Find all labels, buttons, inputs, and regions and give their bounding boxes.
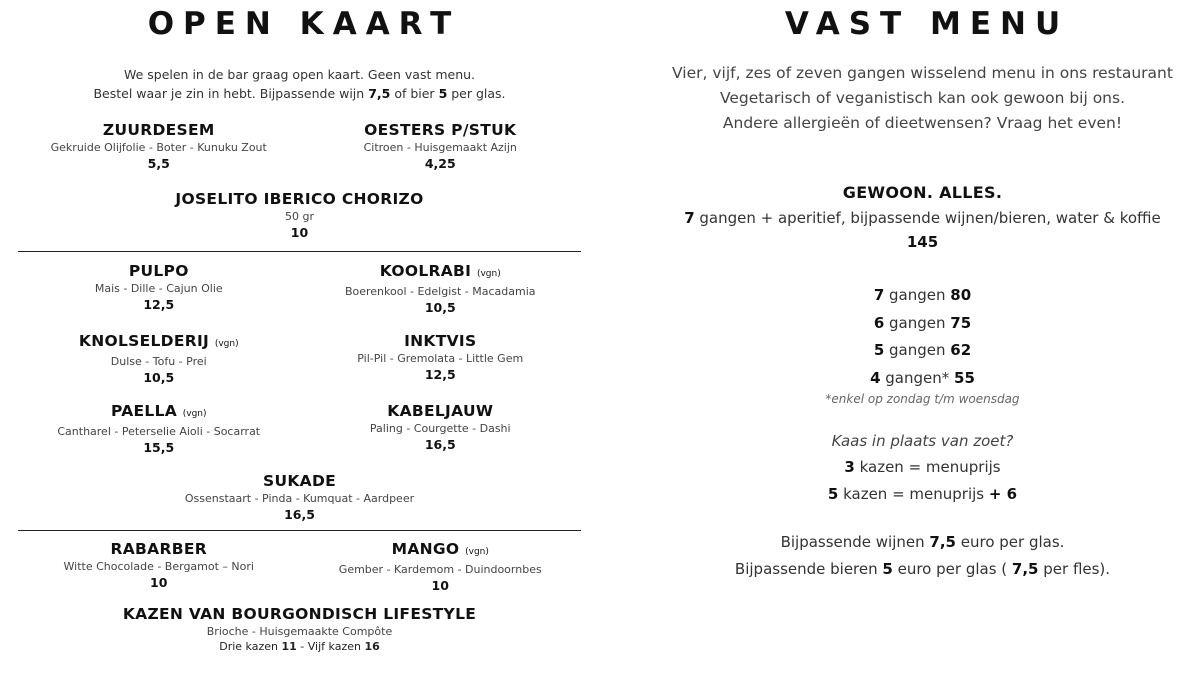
item-price: 15,5 [143,440,175,455]
menu-row [18,120,581,173]
menu-item-kazen [18,604,581,654]
item-price: 10 [290,225,309,240]
item-name: INKTVIS [404,332,477,350]
beer-text: euro per glas ( [892,560,1012,578]
item-name-text: MANGO [391,540,460,558]
vegan-tag: (vgn) [214,339,239,349]
item-price: 16 [364,640,380,653]
item-name: PULPO [128,262,189,280]
beer-text: per fles). [1038,560,1111,578]
beer-price: 5 [438,86,448,101]
menu-item-sukade [18,471,581,524]
intro-line-1: We spelen in de bar graag open kaart. Geen vast menu. [123,67,476,82]
drinks-block [640,529,1200,583]
item-name: OESTERS P/STUK [364,121,517,139]
vast-menu-section [640,0,1200,583]
intro-text: of bier [390,86,439,101]
item-desc: Citroen - Huisgemaakt Azijn [363,141,517,154]
gewoon-alles-title: GEWOON. ALLES. [842,183,1003,202]
course-price: 62 [950,341,972,359]
course-count: 6 [873,313,885,332]
price: 145 [906,233,939,251]
kaas-text: kazen = menuprijs [854,458,1001,476]
gewoon-alles-price [640,230,1200,254]
course-count: 4 [870,368,881,387]
intro-text: Bestel waar je zin in hebt. Bijpassende wijn [93,86,369,101]
kaas-extra: + 6 [988,485,1018,503]
item-name: ZUURDESEM [102,121,215,139]
item-desc: Pil-Pil - Gremolata - Little Gem [357,352,524,365]
item-name [300,539,582,562]
kaas-text: kazen = menuprijs [838,485,989,503]
wine-text: euro per glas. [955,533,1065,551]
menu-row [18,261,581,317]
wine-price: 7,5 [368,86,391,101]
gewoon-alles-desc [640,206,1200,230]
item-name [18,331,300,354]
divider [18,251,581,252]
course-count: 5 [873,341,885,359]
kaas-count: 3 [844,458,855,476]
item-price-line [18,639,581,654]
intro-line-2: Vegetarisch of veganistisch kan ook gewoon bij ons. [719,89,1126,107]
course-line [640,310,1200,338]
course-price: 75 [950,313,972,332]
menu-row [18,539,581,595]
course-line [640,365,1200,393]
menu-item-chorizo [18,189,581,242]
menu-item-knolselderij [18,331,300,387]
intro-line-1: Vier, vijf, zes of zeven gangen wisselend menu in ons restaurant [672,64,1173,82]
item-price: 10,5 [424,300,456,315]
item-name: KAZEN VAN BOURGONDISCH LIFESTYLE [122,605,477,623]
vegan-tag: (vgn) [476,269,501,279]
item-desc: 50 gr [285,210,314,223]
item-price: 16,5 [284,507,315,522]
menu-item-kabeljauw [300,401,582,457]
item-desc: Boerenkool - Edelgist - Macadamia [344,285,536,298]
item-price: 11 [281,640,297,653]
divider [18,530,581,531]
menu-item-zuurdesem [18,120,300,173]
menu-item-oesters [300,120,582,173]
intro-line-2 [18,84,581,103]
kaas-question: Kaas in plaats van zoet? [831,432,1014,450]
item-desc: Gember - Kardemom - Duindoornbes [338,563,542,576]
vegan-tag: (vgn) [182,409,207,419]
beer-line [640,556,1200,583]
beer-bottle-price: 7,5 [1011,560,1039,578]
item-name-text: KNOLSELDERIJ [78,332,210,350]
wine-text: Bijpassende wijnen [780,533,930,551]
menu-row [18,331,581,387]
course-label: gangen [884,286,951,304]
item-price: 4,25 [424,156,456,171]
vast-menu-title: VAST MENU [784,6,1070,42]
gewoon-alles-block [640,183,1200,254]
menu-item-rabarber [18,539,300,595]
vegan-tag: (vgn) [465,547,489,557]
item-price: 12,5 [424,367,456,382]
menu-row [18,401,581,457]
item-desc: Cantharel - Peterselie Aioli - Socarrat [57,425,261,438]
open-kaart-intro [18,65,581,103]
course-line [640,337,1200,365]
vast-menu-intro [640,61,1200,136]
kaas-block [640,428,1200,508]
wine-line [640,529,1200,556]
item-name-text: KOOLRABI [379,262,472,280]
intro-text: per glas. [447,86,506,101]
course-count: 7 [873,286,885,304]
item-name [300,261,582,284]
wine-price: 7,5 [929,533,956,551]
kaas-count: 5 [827,485,839,503]
item-desc: Gekruide Olijfolie - Boter - Kunuku Zout [50,141,267,154]
item-price: 10,5 [143,370,175,385]
menu-item-inktvis [300,331,582,387]
item-name: JOSELITO IBERICO CHORIZO [175,190,424,208]
kaas-option [640,481,1200,508]
kaas-option [640,454,1200,481]
item-name: KABELJAUW [387,402,494,420]
gewoon-text: gangen + aperitief, bijpassende wijnen/bieren, water & koffie [694,209,1161,227]
item-price: 16,5 [424,437,456,452]
item-desc: Dulse - Tofu - Prei [110,355,207,368]
course-footnote: *enkel op zondag t/m woensdag [825,392,1020,406]
open-kaart-section [18,0,581,654]
open-kaart-title: OPEN KAART [147,6,461,42]
menu-item-mango [300,539,582,595]
menu-item-koolrabi [300,261,582,317]
course-label: gangen* [880,368,955,387]
course-line [640,282,1200,310]
course-label: gangen [884,341,951,359]
price-label: - Vijf kazen [296,640,365,653]
item-price: 5,5 [147,156,170,171]
item-desc: Ossenstaart - Pinda - Kumquat - Aardpeer [184,492,415,505]
item-desc: Paling - Courgette - Dashi [369,422,511,435]
item-desc: Witte Chocolade - Bergamot – Nori [63,560,254,573]
beer-price: 5 [882,560,893,578]
course-count: 7 [684,209,695,227]
item-desc: Mais - Dille - Cajun Olie [94,282,223,295]
courses-block [640,282,1200,406]
item-price: 12,5 [143,297,175,312]
menu-item-pulpo [18,261,300,317]
price-label: Drie kazen [219,640,282,653]
item-price: 10 [431,578,449,593]
intro-line-3: Andere allergieën of dieetwensen? Vraag het even! [722,114,1123,132]
item-name-text: PAELLA [110,402,178,420]
item-desc: Brioche - Huisgemaakte Compôte [206,625,393,638]
course-label: gangen [884,313,951,332]
item-name [18,401,300,424]
beer-text: Bijpassende bieren [734,560,883,578]
course-price: 55 [954,368,975,387]
course-price: 80 [950,286,972,304]
menu-item-paella [18,401,300,457]
item-name: RABARBER [110,540,207,558]
item-price: 10 [150,575,168,590]
item-name: SUKADE [262,472,336,490]
